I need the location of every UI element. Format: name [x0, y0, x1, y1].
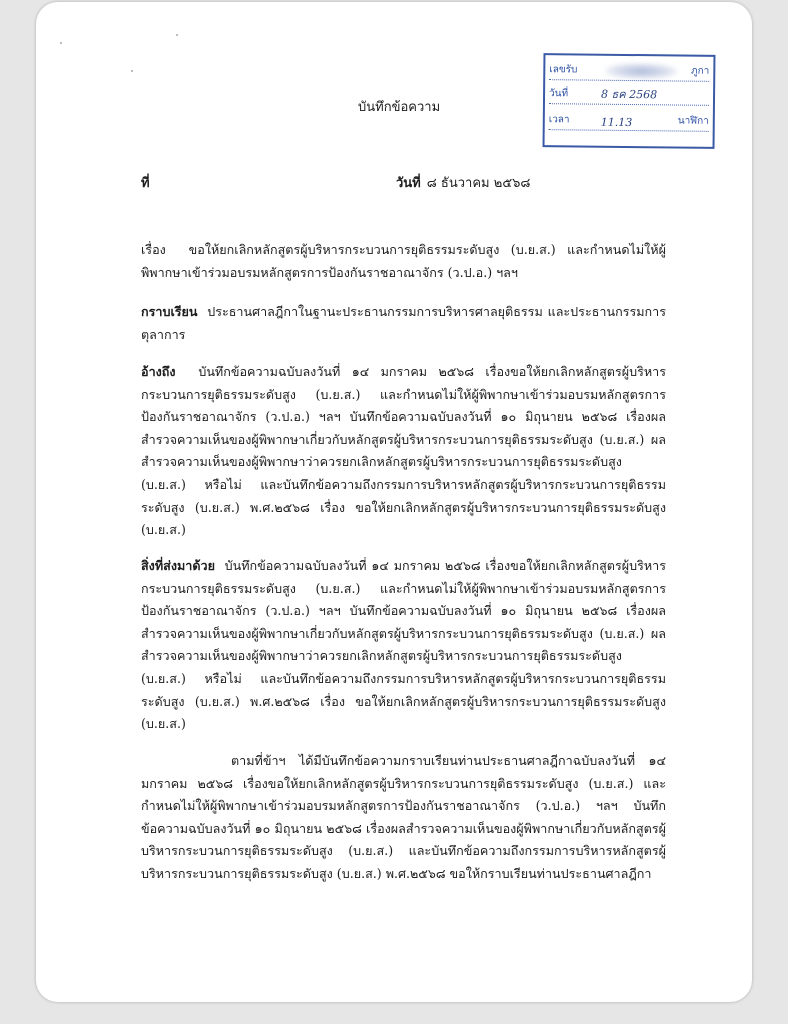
- stamp-time-label: เวลา: [548, 114, 570, 126]
- enclosure-text: บันทึกข้อความฉบับลงวันที่ ๑๔ มกราคม ๒๕๖๘ เรื่องขอให้ยกเลิกหลักสูตรผู้บริหารกระบวนการยุติธรรมระดับสูง (บ.ย.ส.) และกำหนดไม่ให้ผู้พิพากษาเข้าร่วมอบรมหลักสูตรการป้องกันราชอาณาจักร (ว.ป.อ.) ฯลฯ บันทึกข้อความฉบับลงวันที่ ๑๐ มิถุนายน ๒๕๖๘ เรื่องผลสำรวจความเห็นของผู้พิพากษาเกี่ยวกับหลักสูตรผู้บริหารกระบวนการยุติธรรมระดับสูง (บ.ย.ส.) ผลสำรวจความเห็นของผู้พิพากษาว่าควรยกเลิกหลักสูตรผู้บริหารกระบวนการยุติธรรมระดับสูง (บ.ย.ส.) หรือไม่ และบันทึกข้อความถึงกรรมการบริหารหลักสูตรผู้บริหารกระบวนการยุติธรรมระดับสูง (บ.ย.ส.) พ.ศ.๒๕๖๘ เรื่อง ขอให้ยกเลิกหลักสูตรผู้บริหารกระบวนการยุติธรรมระดับสูง (บ.ย.ส.): [141, 558, 666, 732]
- salutation-block: [141, 301, 666, 346]
- stamp-date-label: วันที่: [549, 88, 569, 100]
- subject-block: [141, 239, 666, 284]
- memo-date-label: วันที่: [396, 176, 421, 191]
- reference-block: [141, 361, 666, 542]
- subject-text: ขอให้ยกเลิกหลักสูตรผู้บริหารกระบวนการยุติธรรมระดับสูง (บ.ย.ส.) และกำหนดไม่ให้ผู้พิพากษาเข้าร่วมอบรมหลักสูตรการป้องกันราชอาณาจักร (ว.ป.อ.) ฯลฯ: [141, 242, 666, 280]
- stamp-time-unit: นาฬิกา: [677, 115, 709, 127]
- scan-speck: [131, 70, 133, 72]
- stamp-receipt-tail: ภูกา: [690, 65, 710, 77]
- scan-speck: [176, 34, 178, 36]
- reference-label: อ้างถึง: [141, 364, 176, 379]
- salutation-text: ประธานศาลฎีกาในฐานะประธานกรรมการบริหารศาลยุติธรรม และประธานกรรมการตุลาการ: [141, 304, 666, 342]
- subject-label: เรื่อง: [141, 242, 166, 257]
- salutation-label: กราบเรียน: [141, 304, 198, 319]
- ref-no-label: ที่: [141, 176, 150, 191]
- stamp-receipt-label: เลขรับ: [549, 64, 578, 76]
- receipt-stamp: [543, 53, 716, 149]
- memo-date: [396, 172, 530, 193]
- memo-date-value: ๘ ธันวาคม ๒๕๖๘: [426, 176, 531, 191]
- stamp-time-value: 11.13: [600, 115, 633, 130]
- enclosure-block: [141, 555, 666, 736]
- reference-text: บันทึกข้อความฉบับลงวันที่ ๑๔ มกราคม ๒๕๖๘ เรื่องขอให้ยกเลิกหลักสูตรผู้บริหารกระบวนการยุติธรรมระดับสูง (บ.ย.ส.) และกำหนดไม่ให้ผู้พิพากษาเข้าร่วมอบรมหลักสูตรการป้องกันราชอาณาจักร (ว.ป.อ.) ฯลฯ บันทึกข้อความฉบับลงวันที่ ๑๐ มิถุนายน ๒๕๖๘ เรื่องผลสำรวจความเห็นของผู้พิพากษาเกี่ยวกับหลักสูตรผู้บริหารกระบวนการยุติธรรมระดับสูง (บ.ย.ส.) ผลสำรวจความเห็นของผู้พิพากษาว่าควรยกเลิกหลักสูตรผู้บริหารกระบวนการยุติธรรมระดับสูง (บ.ย.ส.) หรือไม่ และบันทึกข้อความถึงกรรมการบริหารหลักสูตรผู้บริหารกระบวนการยุติธรรมระดับสูง (บ.ย.ส.) พ.ศ.๒๕๖๘ เรื่อง ขอให้ยกเลิกหลักสูตรผู้บริหารกระบวนการยุติธรรมระดับสูง (บ.ย.ส.): [141, 364, 666, 538]
- memo-page: [36, 2, 752, 1002]
- redaction-blur: [605, 63, 677, 80]
- enclosure-label: สิ่งที่ส่งมาด้วย: [141, 558, 215, 573]
- scan-speck: [60, 42, 62, 44]
- body-paragraph: ตามที่ข้าฯ ได้มีบันทึกข้อความกราบเรียนท่านประธานศาลฎีกาฉบับลงวันที่ ๑๔ มกราคม ๒๕๖๘ เรื่องขอให้ยกเลิกหลักสูตรผู้บริหารกระบวนการยุติธรรมระดับสูง (บ.ย.ส.) และกำหนดไม่ให้ผู้พิพากษาเข้าร่วมอบรมหลักสูตรการป้องกันราชอาณาจักร (ว.ป.อ.) ฯลฯ บันทึกข้อความฉบับลงวันที่ ๑๐ มิถุนายน ๒๕๖๘ เรื่องผลสำรวจความเห็นของผู้พิพากษาเกี่ยวกับหลักสูตรผู้บริหารกระบวนการยุติธรรมระดับสูง (บ.ย.ส.) และบันทึกข้อความถึงกรรมการบริหารหลักสูตรผู้บริหารกระบวนการยุติธรรมระดับสูง (บ.ย.ส.) พ.ศ.๒๕๖๘ ขอให้กราบเรียนท่านประธานศาลฎีกา: [141, 753, 666, 881]
- stamp-date-value: 8 ธค 2568: [601, 87, 658, 102]
- memo-title: บันทึกข้อความ: [358, 100, 441, 115]
